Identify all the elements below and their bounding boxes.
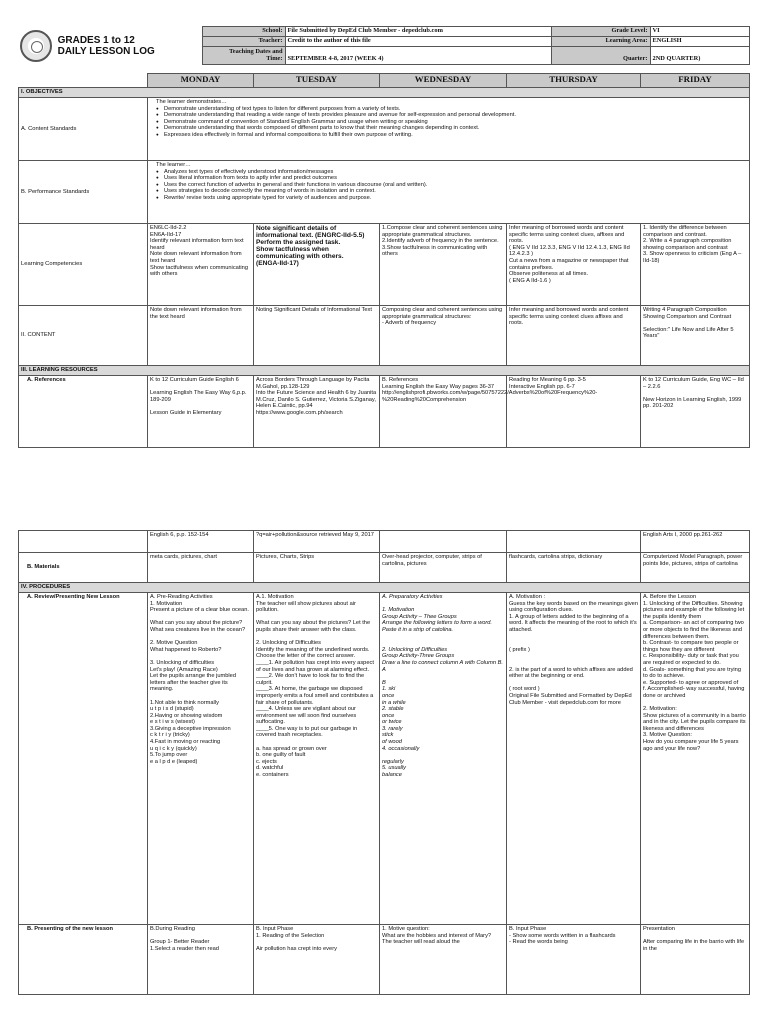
lesson-log-page-1: [18, 26, 749, 448]
content-standards-cell: [148, 98, 750, 161]
day-tuesday: TUESDAY: [254, 74, 380, 88]
review-wednesday: A. Preparatory Activities 1. Motivation Group Activity – Thee Groups Arrange the following letters to form a word. Paste it in a strip of catolina. 2. Unlocking of Difficulties Group Activity-Three Groups Draw a line to connect column A with Column B. A B 1. ski once in a while 2. stable once or twice 3. rarely stick of wood 4. occasionally regularly 5. usually balance: [380, 593, 507, 925]
list-item: ● Uses strategies to decode correctly the meaning of words in isolation and in context.: [164, 188, 747, 195]
materials-friday: Computerized Model Paragraph, power points lide, pictures, strips of cartolina: [641, 553, 750, 583]
review-label: A. Review/Presenting New Lesson: [19, 593, 148, 925]
references-label: A. References: [19, 376, 148, 448]
list-item: ● Expresses idea effectively in formal and informal compositions to fulfill their own purpose of writing.: [164, 132, 747, 139]
competency-wednesday: 1.Compose clear and coherent sentences using appropriate grammatical structures. 2.Identify adverb of frequency in the sentence. 3.Show tactfulness in communicating with others: [380, 224, 507, 306]
section-objectives: I. OBJECTIVES: [19, 88, 750, 98]
references-tuesday: Across Borders Through Language by Pacita M.Gahol, pp.128-129 Into the Future Science and Health 6 by Juanita M.Cruz, Danilo S. Gutierrez, Victoria S.Ziganay, Helen E.Caintic, pp.94 https://www.google.com.ph/search: [254, 376, 380, 448]
presenting-wednesday: 1. Motive question: What are the hobbies and interest of Mary? The teacher will read aloud the: [380, 925, 507, 995]
list-item: ● Rewrite/ revise texts using appropriate typed for variety of audiences and purpose.: [164, 195, 747, 202]
materials-monday: meta cards, pictures, chart: [148, 553, 254, 583]
header-title-line2: DAILY LESSON LOG: [57, 45, 155, 57]
performance-standards-cell: [148, 161, 750, 224]
section-procedures: IV. PROCEDURES: [19, 583, 750, 593]
day-monday: MONDAY: [148, 74, 254, 88]
content-standards-label: A. Content Standards: [19, 98, 148, 161]
references-thursday: Reading for Meaning 6 pp. 3-5 Interactive English pp. 6-7: [507, 376, 641, 448]
review-tuesday: A.1. Motivation The teacher will show pictures about air pollution. What can you say about the pictures? Let the pupils share their answer with the class. 2. Unlocking of Difficulties Identify the meaning of the underlined words. Choose the letter of the correct answer. ____1. Air pollution has crept into every aspect of our lives and has grown at alarming effect. ____2. We don't have to look far to find the culprit. ____3. At home, the garbage we disposed improperly emits a foul smell and contributes a fair share of pollutants. ____4. Unless we are vigilant about our environment we will soon find ourselves suffocating. ____5. One way is to put our garbage in covered trash receptacles. a. has spread or grown over b. one guilty of fault c. ejects d. watchful e. containers: [254, 593, 380, 925]
area-value: ENGLISH: [650, 37, 749, 47]
grade-value: VI: [650, 27, 749, 37]
performance-standards-intro: The learner…: [156, 162, 191, 168]
references-friday: K to 12 Curriculum Guide, Eng WC – IId – 2.2.6 New Horizon in Learning English, 1999 pp. 201-202: [641, 376, 750, 448]
content-friday: Writing 4 Paragraph Composition Showing Comparison and Contrast Selection:" Life Now and Life After 5 Years": [641, 306, 750, 366]
header-table: [18, 26, 750, 65]
list-item: ● Uses literal information from texts to aptly infer and predict outcomes: [164, 175, 747, 182]
list-item: ● Demonstrate command of convention of Standard English Grammar and usage when writing or speaking: [164, 119, 747, 126]
lesson-log-page-2: [18, 530, 749, 995]
quarter-label: Quarter:: [551, 47, 650, 65]
review-monday: A. Pre-Reading Activities 1. Motivation Present a picture of a clear blue ocean. What can you say about the picture? What sea creatures live in the ocean? 2. Motive Question What happened to Roberto? 3. Unlocking of difficulties Let's play! (Amazing Race) Let the pupils arrange the jumbled letters after the teacher give its meaning. 1.Not able to think normally u t p i s d (stupid) 2.Having or showing wisdom e s t i w s (wisest) 3.Giving a deceptive impression c k t r i y (tricky) 4.Fast in moving or reacting u q i c k y (quickly) 5.To jump over e a l p d e (leaped): [148, 593, 254, 925]
references-wednesday: B. References Learning English the Easy Way pages 36-37 http://englishprofi.pbworks.com/w/page/50757222/Adverbs%20of%20Frequency%20-%20Reading%20Comprehension: [380, 376, 507, 448]
content-monday: Note down relevant information from the text heard: [148, 306, 254, 366]
content-standards-list: [150, 106, 747, 139]
content-tuesday: Noting Significant Details of Informational Text: [254, 306, 380, 366]
school-value: File Submitted by DepEd Club Member - depedclub.com: [285, 27, 551, 37]
competency-monday: EN6LC-IId-2.2 EN6A-IId-17 Identify relevant information form text heard Note down relevant information from text heard Show tactfulness when communicating with others: [148, 224, 254, 306]
competency-tuesday: Note significant details of informational text. (ENGRC-IId-5.5) Perform the assigned task. Show tactfulness when communicating with others. (ENGA-IId-17): [254, 224, 380, 306]
header-title-line1: GRADES 1 to 12: [57, 34, 135, 46]
lesson-table-2: [18, 530, 750, 995]
dates-value: SEPTEMBER 4-8, 2017 (WEEK 4): [285, 47, 551, 65]
review-friday: A. Before the Lesson 1. Unlocking of the Difficulties. Showing pictures and example of the following let the pupils identify them a. Comparison- an act of comparing two or more objects to find the likeness and differences between them. b. Contrast- to compare two people or things how they are different c. Responsibility- duty or task that you are required or expected to do. d. Goals- something that you are trying to do to achieve. e. Supported- to agree or approved of f. Accomplished- way successful, having done or archived 2. Motivation: Show pictures of a community in a barrio and in the city. Let the pupils compare its likeness and differences 3. Motive Question: How do you compare your life 5 years ago and your life now?: [641, 593, 750, 925]
presenting-label: B. Presenting of the new lesson: [19, 925, 148, 995]
list-item: ● Analyzes text types of effectively understood information/messages: [164, 169, 747, 176]
dates-label: Teaching Dates and Time:: [202, 47, 285, 65]
presenting-friday: Presentation After comparing life in the barrio with life in the: [641, 925, 750, 995]
performance-standards-label: B. Performance Standards: [19, 161, 148, 224]
day-thursday: THURSDAY: [507, 74, 641, 88]
section-resources: III. LEARNING RESOURCES: [19, 366, 750, 376]
presenting-thursday: B. Input Phase - Show some words written in a flashcards - Read the words being: [507, 925, 641, 995]
day-friday: FRIDAY: [641, 74, 750, 88]
competency-friday: 1. Identify the difference between comparison and contrast. 2. Write a 4 paragraph composition showing comparison and contrast 3. Show openness to criticism (Eng A – IId-18): [641, 224, 750, 306]
content-label: II. CONTENT: [19, 306, 148, 366]
content-wednesday: Composing clear and coherent sentences using appropriate grammatical structures: - Adverb of frequency: [380, 306, 507, 366]
materials-thursday: flashcards, cartolina strips, dictionary: [507, 553, 641, 583]
content-thursday: Infer meaning and borrowed words and content specific terms using context clues affixes and roots.: [507, 306, 641, 366]
presenting-monday: B.During Reading Group 1- Better Reader 1.Select a reader then read: [148, 925, 254, 995]
references-cont-monday: English 6, p.p. 152-154: [148, 531, 254, 553]
lesson-table-1: [18, 73, 750, 448]
list-item: ● Demonstrate understanding of text types to listen for different purposes from a variety of texts.: [164, 106, 747, 113]
list-item: ● Demonstrate understanding that words composed of different parts to know that their meaning changes depending in context.: [164, 125, 747, 132]
teacher-value: Credit to the author of this file: [285, 37, 551, 47]
quarter-value: 2ND QUARTER): [650, 47, 749, 65]
day-wednesday: WEDNESDAY: [380, 74, 507, 88]
materials-label: B. Materials: [19, 553, 148, 583]
review-thursday: A. Motivation : Guess the key words based on the meanings given using configuration clues. 1. A group of letters added to the beginning of a word. It affects the meaning of the root to which it's attached. ( prefix ) 2. is the part of a word to which affixes are added either at the beginning or end. ( root word ) Original File Submitted and Formatted by DepEd Club Member - visit depedclub.com for more: [507, 593, 641, 925]
content-standards-intro: The learner demonstrates…: [156, 99, 227, 105]
references-cont-thursday: [507, 531, 641, 553]
teacher-label: Teacher:: [202, 37, 285, 47]
competencies-label: Learning Competencies: [19, 224, 148, 306]
deped-seal-icon: [20, 30, 52, 62]
presenting-tuesday: B. Input Phase 1. Reading of the Selection Air pollution has crept into every: [254, 925, 380, 995]
references-cont-friday: English Arts I, 2000 pp.261-262: [641, 531, 750, 553]
area-label: Learning Area:: [551, 37, 650, 47]
materials-tuesday: Pictures, Charts, Strips: [254, 553, 380, 583]
references-cont-tuesday: ?q=air+pollution&source retrieved May 9, 2017: [254, 531, 380, 553]
grade-label: Grade Level:: [551, 27, 650, 37]
list-item: ● Uses the correct function of adverbs in general and their functions in various discourse (oral and written).: [164, 182, 747, 189]
school-label: School:: [202, 27, 285, 37]
references-monday: K to 12 Curriculum Guide English 6 Learning English The Easy Way 6,p.p. 189-209 Lesson Guide in Elementary: [148, 376, 254, 448]
list-item: ● Demonstrate understanding that reading a wide range of texts provides pleasure and avenue for self-expression and personal development.: [164, 112, 747, 119]
competency-thursday: Infer meaning of borrowed words and content specific terms using context clues, affixes and roots. ( ENG V IId 12.3.3, ENG V IId 12.4.1.3, ENG IId 12.4.2.3 ) Cut a news from a magazine or newspaper that contains prefixes. Observe politeness at all times. ( ENG A IId-1.6 ): [507, 224, 641, 306]
materials-wednesday: Over-head projector, computer, strips of cartolina, pictures: [380, 553, 507, 583]
header-branding: [18, 27, 202, 65]
performance-standards-list: [150, 169, 747, 202]
references-cont-wednesday: [380, 531, 507, 553]
